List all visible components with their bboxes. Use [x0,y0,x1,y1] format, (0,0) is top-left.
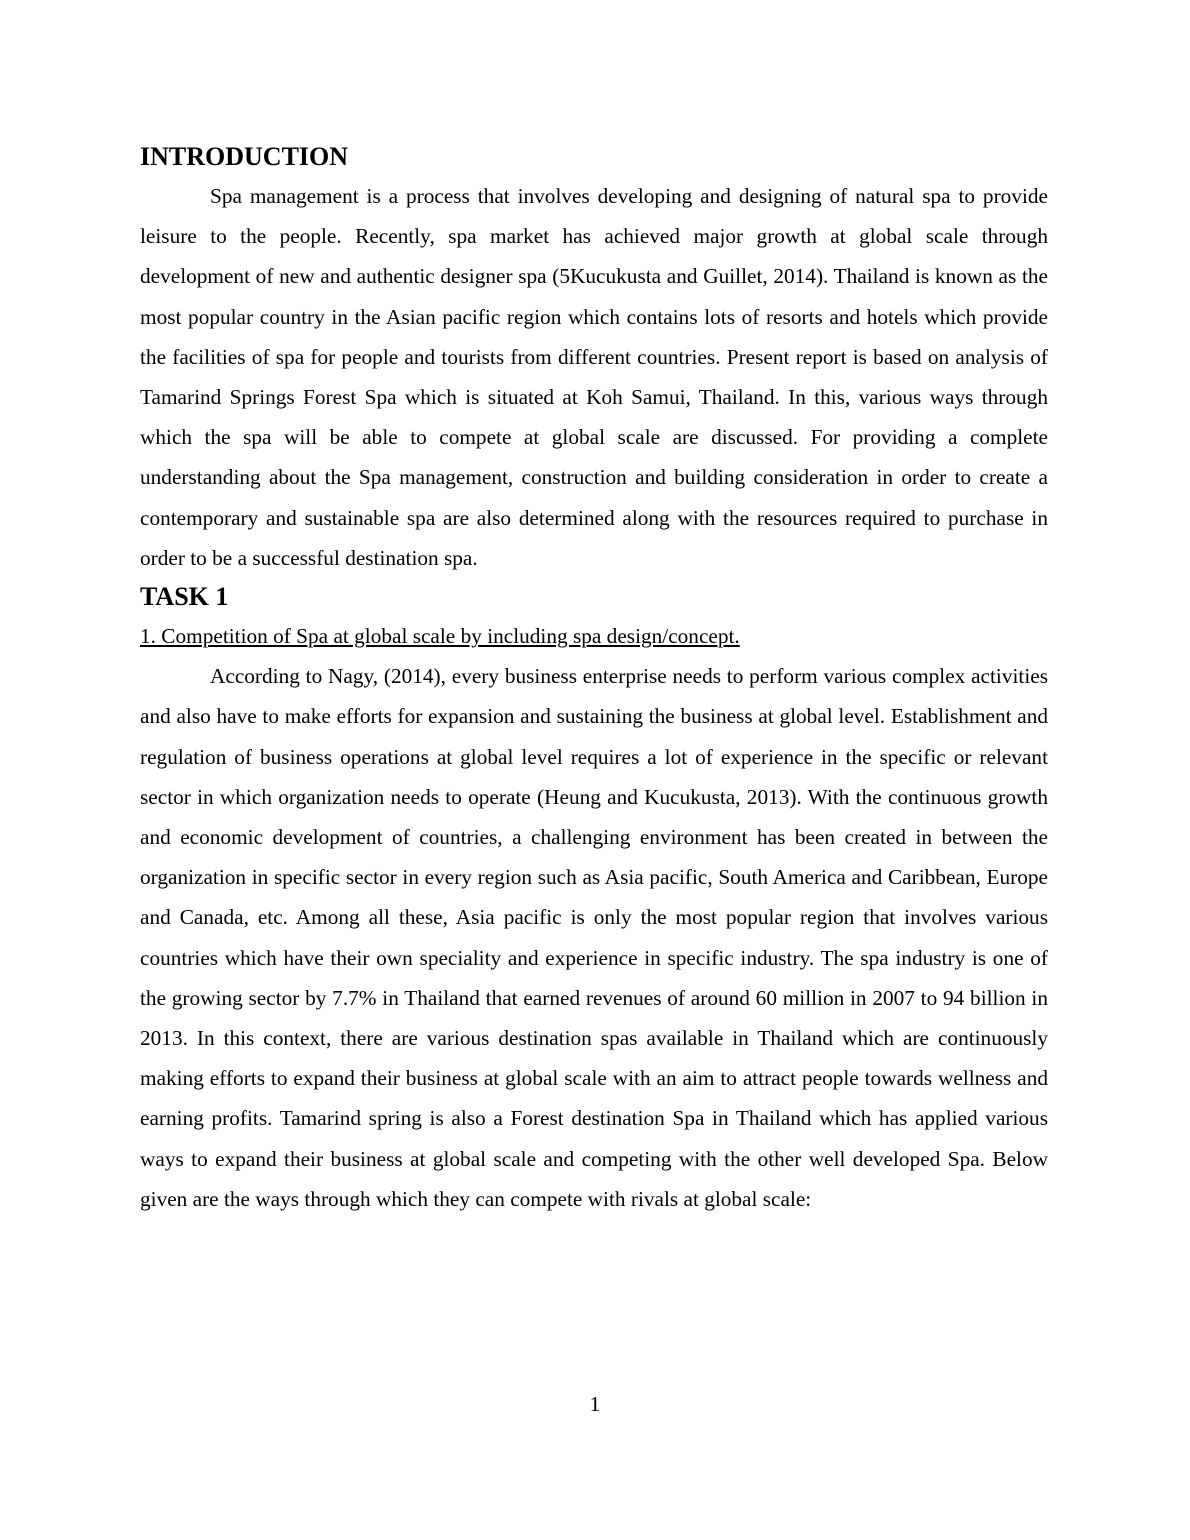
task1-heading: TASK 1 [140,582,229,612]
task1-subheading: 1. Competition of Spa at global scale by including spa design/concept. [140,624,740,649]
task1-paragraph: According to Nagy, (2014), every business enterprise needs to perform various complex activities and also have to make efforts for expansion and sustaining the business at global level. Establishment and regulation of business operations at global level requires a lot of experience in the specific or relevant sector in which organization needs to operate (Heung and Kucukusta, 2013). With the continuous growth and economic development of countries, a challenging environment has been created in between the organization in specific sector in every region such as Asia pacific, South America and Caribbean, Europe and Canada, etc. Among all these, Asia pacific is only the most popular region that involves various countries which have their own speciality and experience in specific industry. The spa industry is one of the growing sector by 7.7% in Thailand that earned revenues of around 60 million in 2007 to 94 billion in 2013. In this context, there are various destination spas available in Thailand which are continuously making efforts to expand their business at global scale with an aim to attract people towards wellness and earning profits. Tamarind spring is also a Forest destination Spa in Thailand which has applied various ways to expand their business at global scale and competing with the other well developed Spa. Below given are the ways through which they can compete with rivals at global scale: [140,664,1048,1211]
page-number: 1 [589,1392,601,1416]
introduction-heading: INTRODUCTION [140,142,349,171]
introduction-paragraph: Spa management is a process that involves developing and designing of natural spa to provide leisure to the people. Recently, spa market has achieved major growth at global scale through development of new and authentic designer spa (5Kucukusta and Guillet, 2014). Thailand is known as the most popular country in the Asian pacific region which contains lots of resorts and hotels which provide the facilities of spa for people and tourists from different countries. Present report is based on analysis of Tamarind Springs Forest Spa which is situated at Koh Samui, Thailand. In this, various ways through which the spa will be able to compete at global scale are discussed. For providing a complete understanding about the Spa management, construction and building consideration in order to create a contemporary and sustainable spa are also determined along with the resources required to purchase in order to be a successful destination spa. [140,184,1048,570]
page-content [140,138,1048,1219]
